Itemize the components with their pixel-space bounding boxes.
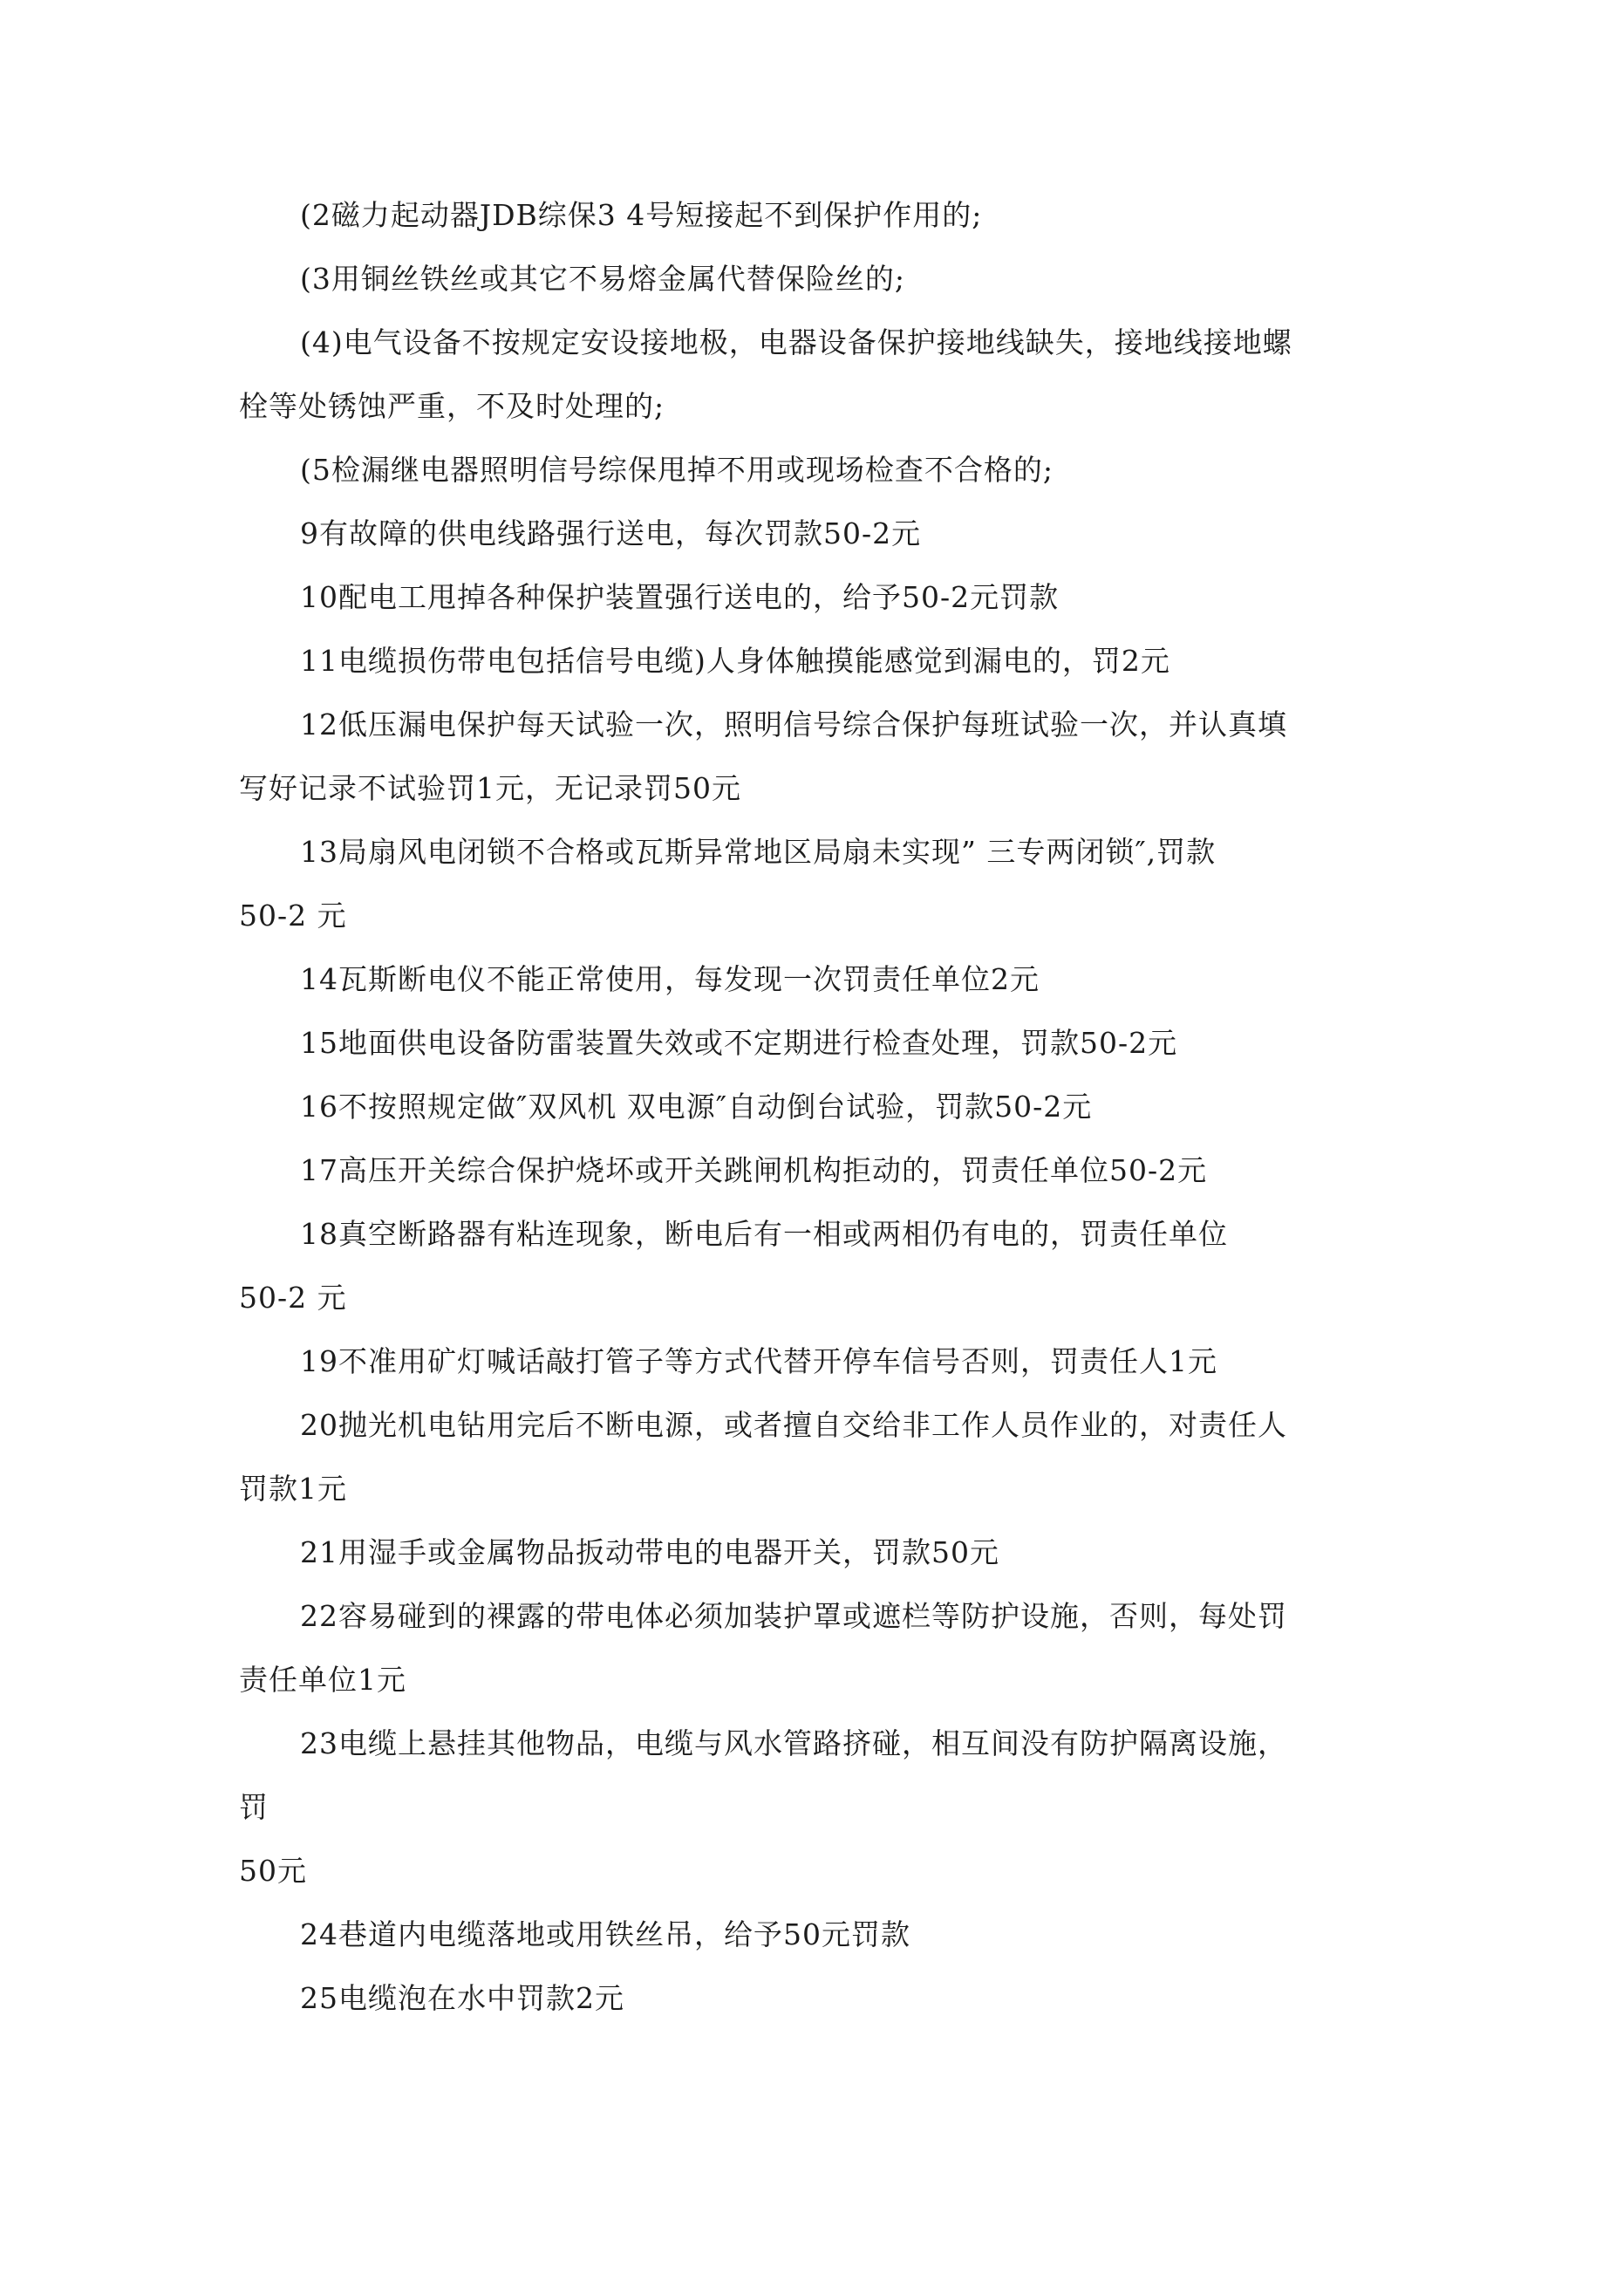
text-line: 50-2 元 xyxy=(239,899,347,933)
text-line: 17高压开关综合保护烧坏或开关跳闸机构拒动的，罚责任单位50-2元 xyxy=(300,1153,1208,1187)
text-line: 15地面供电设备防雷装置失效或不定期进行检查处理，罚款50-2元 xyxy=(300,1026,1178,1060)
text-line: 栓等处锈蚀严重，不及时处理的; xyxy=(239,389,665,423)
text-line: 责任单位1元 xyxy=(239,1663,406,1697)
text-line: 罚 xyxy=(239,1790,269,1824)
text-line: 22容易碰到的裸露的带电体必须加装护罩或遮栏等防护设施，否则，每处罚 xyxy=(300,1599,1287,1633)
text-line: 12低压漏电保护每天试验一次，照明信号综合保护每班试验一次，并认真填 xyxy=(300,707,1287,741)
text-line: 写好记录不试验罚1元，无记录罚50元 xyxy=(239,771,741,805)
text-line: 10配电工甩掉各种保护装置强行送电的，给予50-2元罚款 xyxy=(300,580,1060,614)
text-line: 11电缆损伤带电包括信号电缆)人身体触摸能感觉到漏电的，罚2元 xyxy=(300,644,1170,678)
text-line: (3用铜丝铁丝或其它不易熔金属代替保险丝的; xyxy=(300,262,905,296)
text-line: 21用湿手或金属物品扳动带电的电器开关，罚款50元 xyxy=(300,1535,999,1569)
text-line: 9有故障的供电线路强行送电，每次罚款50-2元 xyxy=(300,516,922,550)
text-line: (5检漏继电器照明信号综保甩掉不用或现场检查不合格的; xyxy=(300,453,1054,487)
text-line: 13局扇风电闭锁不合格或瓦斯异常地区局扇未实现” 三专两闭锁″,罚款 xyxy=(300,835,1217,869)
text-line: 23电缆上悬挂其他物品，电缆与风水管路挤碰，相互间没有防护隔离设施， xyxy=(300,1726,1287,1760)
text-line: 24巷道内电缆落地或用铁丝吊，给予50元罚款 xyxy=(300,1917,910,1951)
text-line: 50元 xyxy=(239,1854,307,1888)
text-line: 20抛光机电钻用完后不断电源，或者擅自交给非工作人员作业的，对责任人 xyxy=(300,1408,1287,1442)
text-line: 罚款1元 xyxy=(239,1472,347,1506)
text-line: 50-2 元 xyxy=(239,1281,347,1315)
text-line: 14瓦斯断电仪不能正常使用，每发现一次罚责任单位2元 xyxy=(300,962,1040,996)
text-line: (4)电气设备不按规定安设接地极，电器设备保护接地线缺失，接地线接地螺 xyxy=(300,325,1292,359)
document-body xyxy=(239,183,1395,2030)
text-line: (2磁力起动器JDB综保3 4号短接起不到保护作用的; xyxy=(300,198,983,232)
text-line: 19不准用矿灯喊话敲打管子等方式代替开停车信号否则，罚责任人1元 xyxy=(300,1344,1217,1378)
text-line: 25电缆泡在水中罚款2元 xyxy=(300,1981,624,2015)
text-line: 16不按照规定做″双风机 双电源″自动倒台试验，罚款50-2元 xyxy=(300,1090,1093,1124)
text-line: 18真空断路器有粘连现象，断电后有一相或两相仍有电的，罚责任单位 xyxy=(300,1217,1228,1251)
